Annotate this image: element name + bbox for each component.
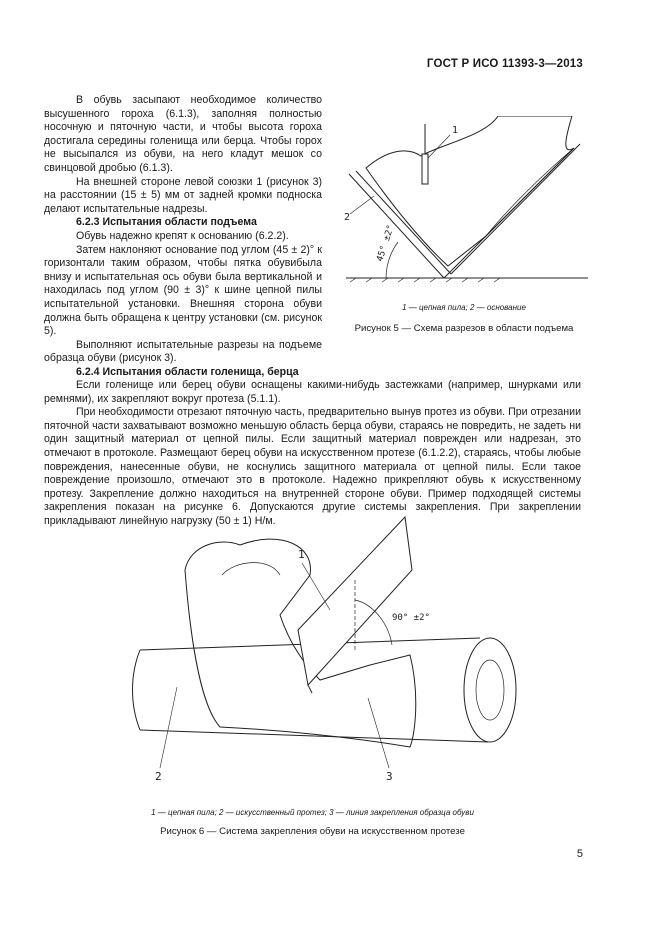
paragraph: Обувь надежно крепят к основанию (6.2.2). <box>76 229 289 242</box>
figure-6-key: 1 — цепная пила; 2 — искусственный протез; 3 — линия закрепления образца обуви <box>151 808 474 817</box>
paragraph: На внешней стороне левой союзки 1 (рисунок 3) на расстоянии (15 ± 5) мм от задней кромки подноска делают испытательные надрезы. <box>44 175 322 215</box>
paragraph: Выполняют испытательные разрезы на подъеме образца обуви (рисунок 3). <box>44 338 322 365</box>
figure-6-drawing <box>130 515 550 800</box>
left-column-text <box>44 94 322 379</box>
page-number: 5 <box>576 848 583 860</box>
angle-label: 90° ±2° <box>392 613 430 623</box>
paragraph: При необходимости отрезают пяточную часть, предварительно вынув протез из обуви. При отрезании пяточной части захватывают возможно меньшую область берца обуви, стараясь не повредить, не задеть ни один защитный материал от цепной пилы. Если защитный материал поврежден или надрезан, это отмечают в протоколе. Размещают берец обуви на искусственном протезе (6.1.2.2), стараясь, чтобы любые повреждения, нанесенные обуви, не коснулись защитного материала от цепной пилы. Если такое повреждение произошло, отмечают это в протоколе. Надежно прикрепляют обувь к искусственному протезу. Закрепление должно находиться на внутренней стороне обуви. Пример подходящей системы закрепления показан на рисунке 6. Допускаются другие системы закрепления. При закреплении прикладывают линейную нагрузку (50 ± 1) Н/м. <box>44 406 581 527</box>
paragraph: Затем наклоняют основание под углом (45 ± 2)° к горизонтали таким образом, чтобы пятка обувибыла внизу и испытательная ось обуви была вертикальной и находилась под углом (90 ± 3)° к шине цепной пилы испытательной установки. Внешняя сторона обуви должна быть обращена к центру установки (см. рисунок 5). <box>44 243 322 338</box>
paragraph: Если голенище или берец обуви оснащены какими-нибудь застежками (например, шнурками или ремнями), их закрепляют вокруг протеза (5.1.1). <box>44 379 581 405</box>
figure-6-label-2: 2 <box>155 770 162 783</box>
section-heading-6-2-4: 6.2.4 Испытания области голенища, берца <box>76 365 299 378</box>
angle-label: 45° ±2° <box>375 223 397 263</box>
full-width-text <box>44 379 581 529</box>
figure-5-label-2: 2 <box>344 212 351 223</box>
document-header: ГОСТ Р ИСО 11393-3—2013 <box>426 58 583 70</box>
figure-5-drawing <box>336 116 592 296</box>
figure-5-label-1: 1 <box>452 125 459 136</box>
section-heading-6-2-3: 6.2.3 Испытания области подъема <box>76 216 257 229</box>
figure-6-label-1: 1 <box>298 548 305 561</box>
figure-6-label-3: 3 <box>386 770 393 783</box>
figure-5-caption: Рисунок 5 — Схема разрезов в области подъема <box>354 323 574 334</box>
figure-5-key: 1 — цепная пила; 2 — основание <box>402 303 526 312</box>
figure-6-caption: Рисунок 6 — Система закрепления обуви на искусственном протезе <box>160 826 465 837</box>
paragraph: В обувь засыпают необходимое количество высушенного гороха (6.1.3), заполняя полностью носочную и пяточную части, и чтобы высота гороха достигала середины голенища или берца. Чтобы горох не высыпался из обуви, на него кладут мешок со свинцовой дробью (6.1.3). <box>44 94 322 174</box>
